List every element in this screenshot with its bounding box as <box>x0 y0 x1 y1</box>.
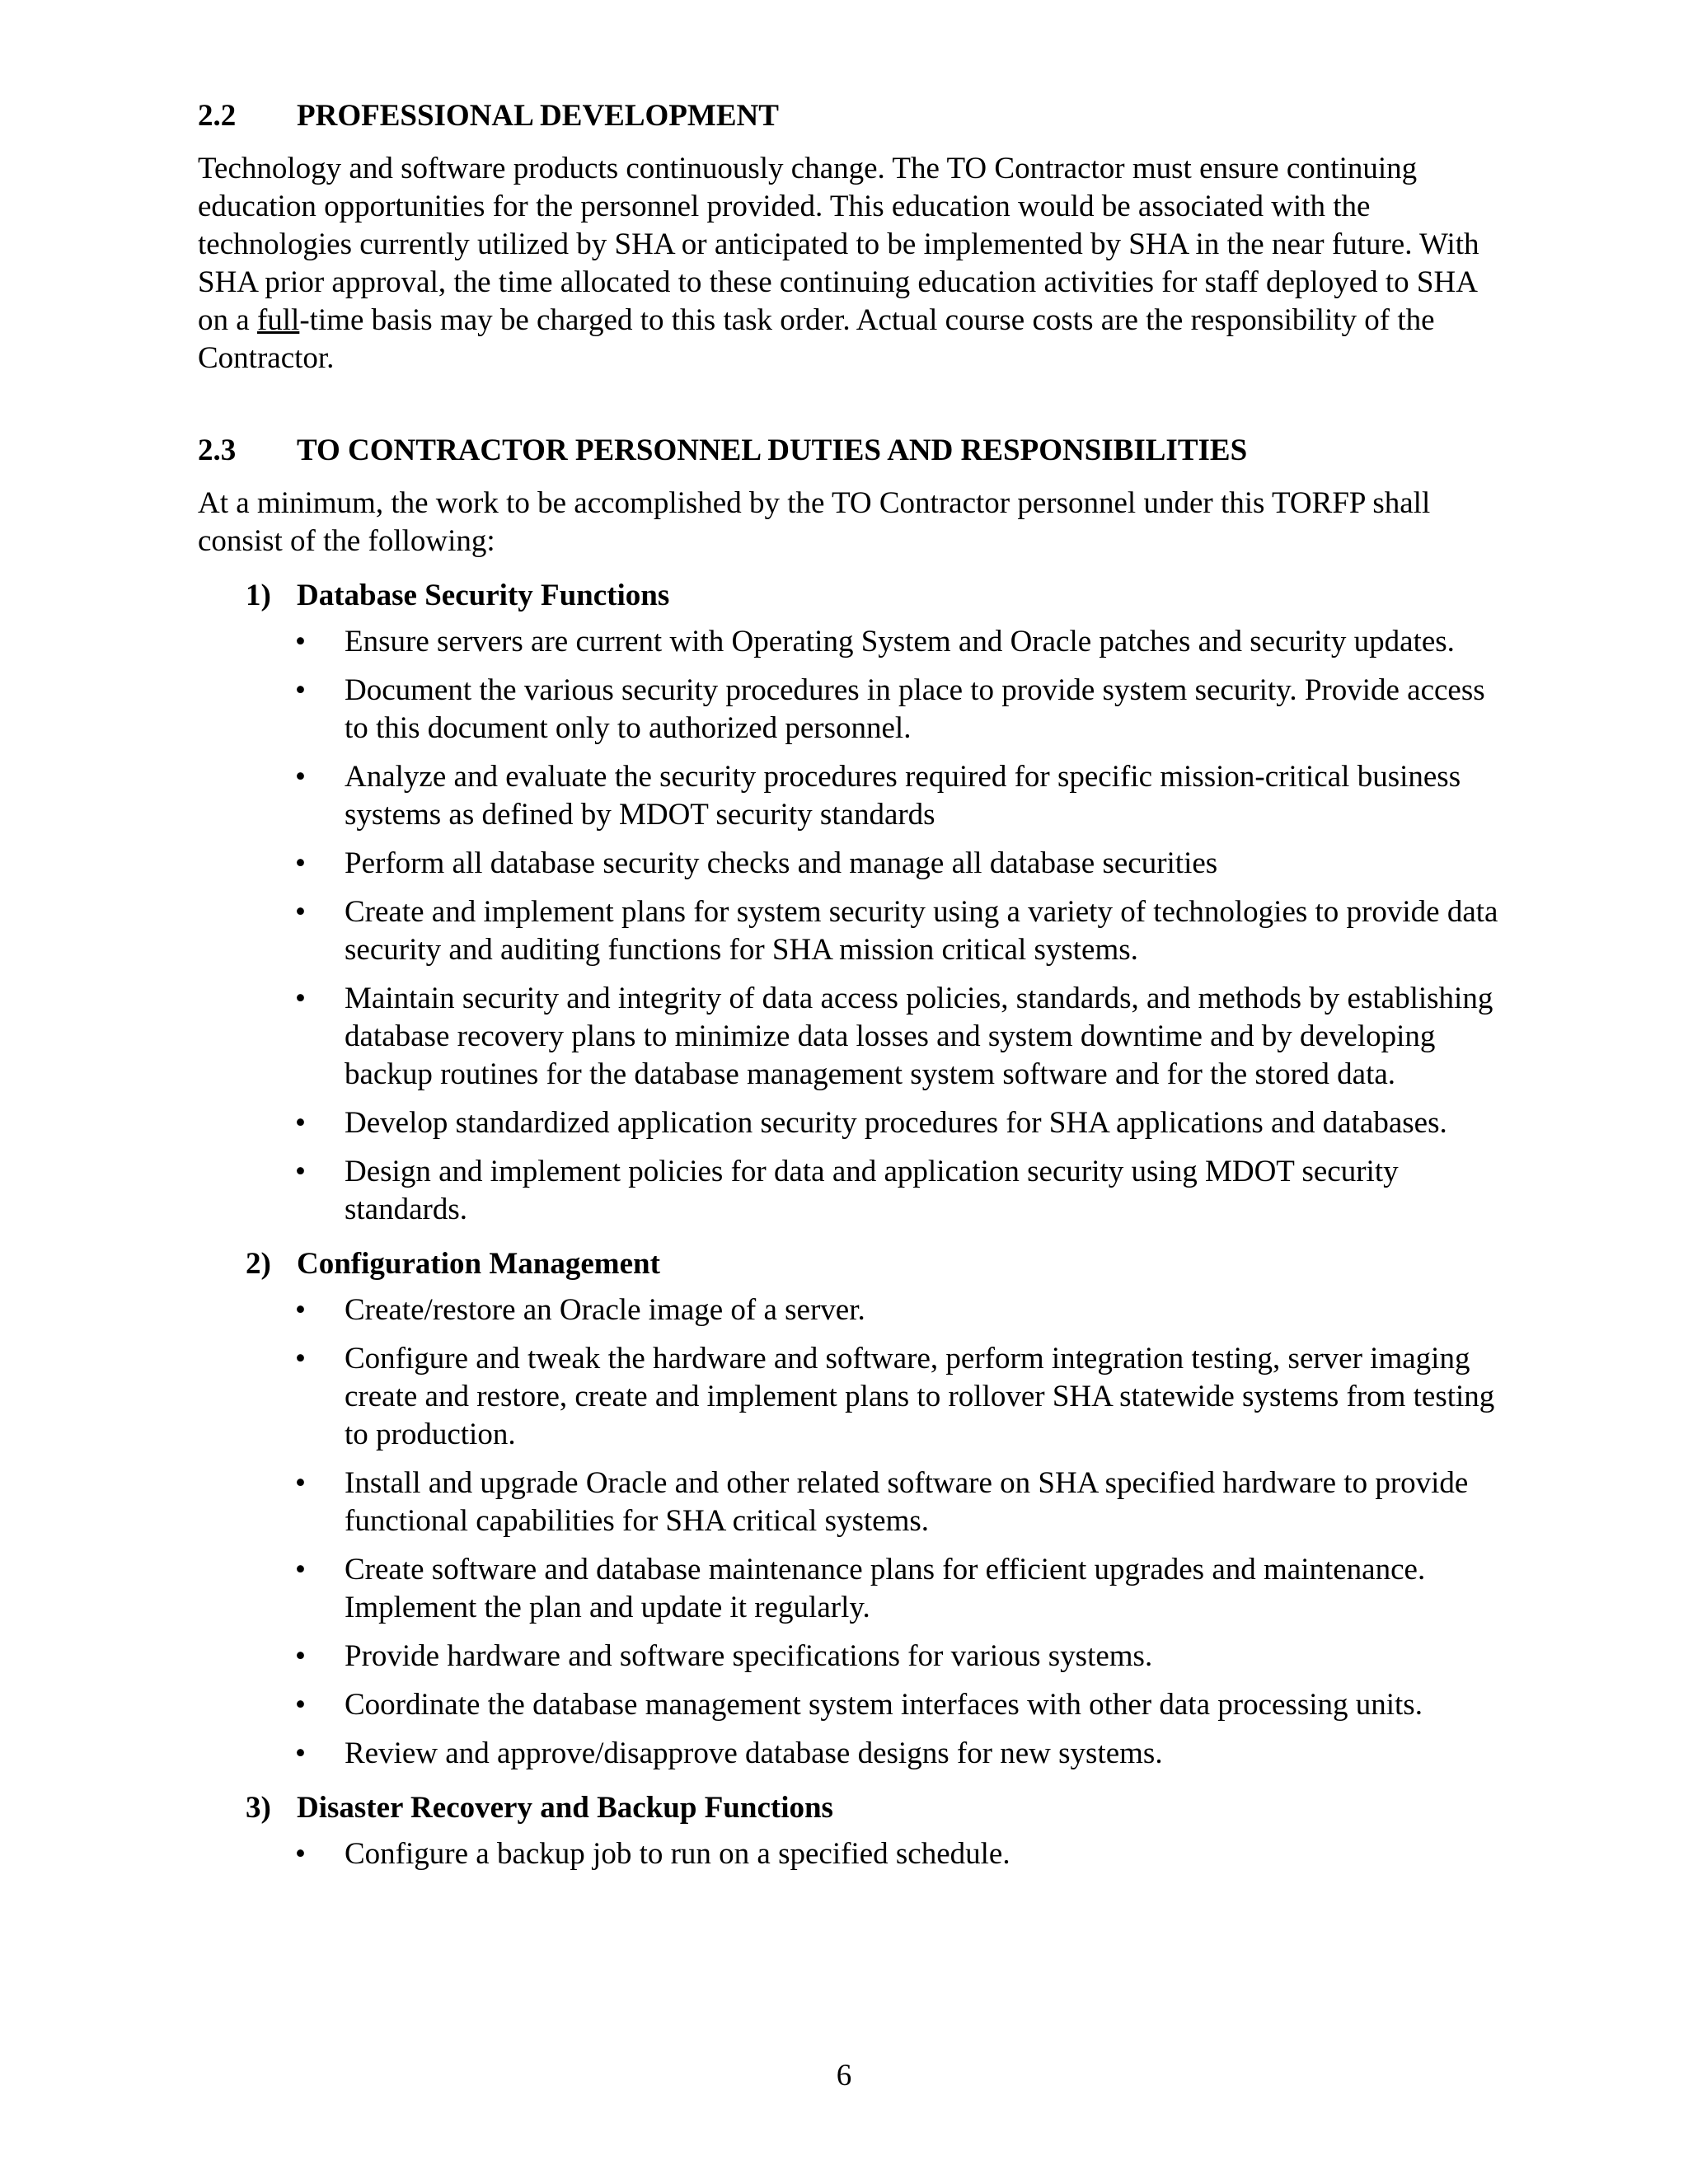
list-item-text: Analyze and evaluate the security procedures required for specific mission-critical business systems as defined by MDOT security standards <box>345 760 1461 832</box>
subsection-disaster-recovery <box>246 1789 1500 1873</box>
list-item-text: Perform all database security checks and manage all database securities <box>345 846 1218 880</box>
list-item <box>295 1465 1500 1540</box>
list-item-text: Develop standardized application security procedures for SHA applications and databases. <box>345 1106 1447 1140</box>
subsection-heading <box>246 1789 1500 1827</box>
list-item <box>295 980 1500 1094</box>
list-item <box>295 893 1500 969</box>
list-item <box>295 758 1500 834</box>
section-number: 2.2 <box>198 99 237 133</box>
bullet-icon: • <box>295 1688 306 1722</box>
list-item-text: Document the various security procedures in place to provide system security. Provide access to this document only to authorized personnel. <box>345 673 1485 745</box>
bullet-icon: • <box>295 1466 306 1500</box>
subsection-number: 1) <box>246 579 271 612</box>
section-title: PROFESSIONAL DEVELOPMENT <box>297 99 779 133</box>
bullet-icon: • <box>295 1553 306 1586</box>
list-item <box>295 1638 1500 1675</box>
list-item <box>295 623 1500 661</box>
list-item-text: Create software and database maintenance plans for efficient upgrades and maintenance. Implement the plan and update it regularly. <box>345 1553 1426 1624</box>
section-heading-2-2 <box>198 97 1500 135</box>
bullet-icon: • <box>295 982 306 1015</box>
bullet-icon: • <box>295 1342 306 1376</box>
list-item <box>295 1340 1500 1454</box>
list-item-text: Provide hardware and software specifications for various systems. <box>345 1639 1153 1673</box>
section-number: 2.3 <box>198 434 237 467</box>
subsection-heading <box>246 577 1500 615</box>
list-item <box>295 845 1500 883</box>
subsection-heading <box>246 1245 1500 1283</box>
section-spacer <box>198 377 1500 432</box>
bullet-icon: • <box>295 1837 306 1871</box>
bullet-icon: • <box>295 1736 306 1770</box>
page-number: 6 <box>836 2059 852 2093</box>
bullet-list <box>246 623 1500 1229</box>
list-item-text: Configure and tweak the hardware and software, perform integration testing, server imaging create and restore, create and implement plans to rollover SHA statewide systems from testing to production. <box>345 1342 1495 1451</box>
list-item-text: Maintain security and integrity of data access policies, standards, and methods by establishing database recovery plans to minimize data losses and system downtime and by developing backup routines for the database management system software and for the stored data. <box>345 982 1493 1091</box>
bullet-list <box>246 1835 1500 1873</box>
list-item <box>295 1104 1500 1142</box>
list-item-text: Create and implement plans for system security using a variety of technologies to provide data security and auditing functions for SHA mission critical systems. <box>345 895 1498 967</box>
subsection-title: Database Security Functions <box>297 579 670 612</box>
subsection-title: Configuration Management <box>297 1247 660 1281</box>
underlined-word: full <box>256 303 300 337</box>
subsection-number: 2) <box>246 1247 271 1281</box>
bullet-icon: • <box>295 895 306 929</box>
list-item-text: Create/restore an Oracle image of a server. <box>345 1293 865 1327</box>
paragraph-text-part1: Technology and software products continuously change. The TO Contractor must ensure continuing education opportunities for the personnel provided. This education would be associated with the technologies currently utilized by SHA or anticipated to be implemented by SHA in the near future. With SHA prior approval, the time allocated to these continuing education activities for staff deployed to SHA on a <box>198 152 1479 337</box>
list-item-text: Install and upgrade Oracle and other related software on SHA specified hardware to provide functional capabilities for SHA critical systems. <box>345 1466 1469 1538</box>
list-item <box>295 1551 1500 1627</box>
bullet-icon: • <box>295 1639 306 1673</box>
duties-intro-paragraph: At a minimum, the work to be accomplished by the TO Contractor personnel under this TORFP shall consist of the following: <box>198 486 1431 558</box>
bullet-icon: • <box>295 846 306 880</box>
bullet-icon: • <box>295 1155 306 1188</box>
subsection-title: Disaster Recovery and Backup Functions <box>297 1791 833 1825</box>
list-item-text: Ensure servers are current with Operating System and Oracle patches and security updates. <box>345 625 1455 658</box>
paragraph-text-part2: -time basis may be charged to this task order. Actual course costs are the responsibility of the Contractor. <box>198 303 1435 375</box>
professional-development-paragraph <box>198 150 1500 377</box>
list-item <box>295 672 1500 748</box>
bullet-icon: • <box>295 673 306 707</box>
list-item-text: Coordinate the database management system interfaces with other data processing units. <box>345 1688 1423 1722</box>
bullet-list <box>246 1291 1500 1773</box>
list-item <box>295 1686 1500 1724</box>
page-content <box>198 97 1500 1884</box>
subsection-configuration-management <box>246 1245 1500 1773</box>
section-heading-2-3 <box>198 432 1500 470</box>
list-item <box>295 1835 1500 1873</box>
bullet-icon: • <box>295 1106 306 1140</box>
bullet-icon: • <box>295 1293 306 1327</box>
list-item-text: Review and approve/disapprove database designs for new systems. <box>345 1736 1163 1770</box>
list-item <box>295 1291 1500 1329</box>
bullet-icon: • <box>295 760 306 794</box>
list-item-text: Design and implement policies for data and application security using MDOT security standards. <box>345 1155 1399 1226</box>
list-item <box>295 1153 1500 1229</box>
bullet-icon: • <box>295 625 306 658</box>
list-item-text: Configure a backup job to run on a specified schedule. <box>345 1837 1010 1871</box>
list-item <box>295 1735 1500 1773</box>
subsection-database-security <box>246 577 1500 1229</box>
subsection-number: 3) <box>246 1791 271 1825</box>
section-title: TO CONTRACTOR PERSONNEL DUTIES AND RESPONSIBILITIES <box>297 434 1248 467</box>
